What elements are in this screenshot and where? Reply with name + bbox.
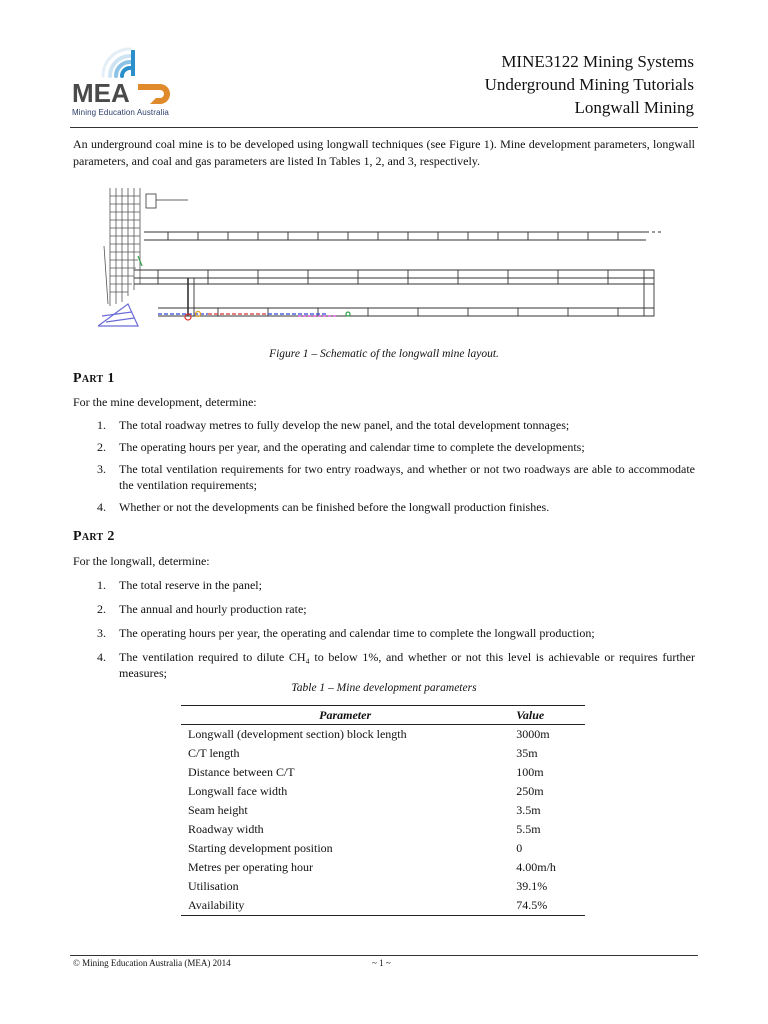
logo-caption: Mining Education Australia [72, 108, 169, 117]
list-item: 3. The operating hours per year, the operating and calendar time to complete the longwall production; [97, 626, 595, 640]
header-divider [70, 127, 698, 128]
table-header-row [181, 706, 585, 725]
table-row: Utilisation 39.1% [188, 879, 548, 893]
column-header-parameter: Parameter [181, 706, 509, 725]
part1-heading: Part 1 [73, 371, 115, 386]
course-title: MINE3122 Mining Systems [501, 52, 694, 71]
list-item: 3. The total ventilation requirements for two entry roadways, and whether or not two roadways are able to accommodate the ventilation requirements; [97, 462, 695, 492]
list-item: 1. The total reserve in the panel; [97, 578, 262, 592]
logo-wordmark: MEA [72, 78, 130, 108]
table-row: Starting development position 0 [188, 841, 523, 855]
upper-gate-road [144, 232, 664, 240]
part2-list [73, 577, 695, 681]
page-number: ~ 1 ~ [372, 958, 391, 968]
part2-heading: Part 2 [73, 529, 115, 544]
table1 [181, 705, 585, 916]
table-row: Longwall (development section) block length 3000m [188, 727, 550, 741]
longwall-layout-figure [98, 186, 666, 340]
table1-caption: Table 1 – Mine development parameters [291, 682, 477, 694]
table-row: Longwall face width 250m [188, 784, 544, 798]
tutorial-topic-title: Longwall Mining [574, 98, 694, 117]
table-row: Distance between C/T 100m [188, 765, 544, 779]
tutorial-series-title: Underground Mining Tutorials [484, 75, 694, 94]
list-item: 2. The annual and hourly production rate; [97, 602, 307, 616]
maingate-roads [134, 270, 654, 316]
logo-arcs [103, 49, 130, 76]
main-heading-grid [104, 188, 140, 306]
development-markers [98, 256, 350, 326]
part1-lead: For the mine development, determine: [73, 395, 257, 409]
part2-lead: For the longwall, determine: [73, 554, 210, 568]
list-item: 4. Whether or not the developments can be finished before the longwall production finishes. [97, 500, 550, 514]
figure-caption: Figure 1 – Schematic of the longwall mine layout. [269, 348, 499, 360]
list-item: 4. The ventilation required to dilute CH₄ to below 1%, and whether or not this level is achievable or requires further measures; [97, 650, 695, 680]
footer-divider [70, 955, 698, 956]
table-row: C/T length 35m [188, 746, 538, 760]
table-row: Roadway width 5.5m [188, 822, 541, 836]
list-item: 2. The operating hours per year, and the operating and calendar time to complete the developments; [97, 440, 585, 454]
table-row: Seam height 3.5m [188, 803, 541, 817]
table-row: Availability 74.5% [181, 896, 585, 916]
footer-copyright: © Mining Education Australia (MEA) 2014 [73, 958, 231, 968]
column-header-value: Value [509, 706, 585, 725]
list-item: 1. The total roadway metres to fully develop the new panel, and the total development tonnages; [97, 418, 570, 432]
part1-list [73, 417, 695, 515]
table-row: Metres per operating hour 4.00m/h [188, 860, 556, 874]
intro-paragraph: An underground coal mine is to be developed using longwall techniques (see Figure 1). Mine development parameters, longwall parameters, and coal and gas parameters are listed In Tables 1, 2, and 3, respectively. [73, 137, 695, 168]
